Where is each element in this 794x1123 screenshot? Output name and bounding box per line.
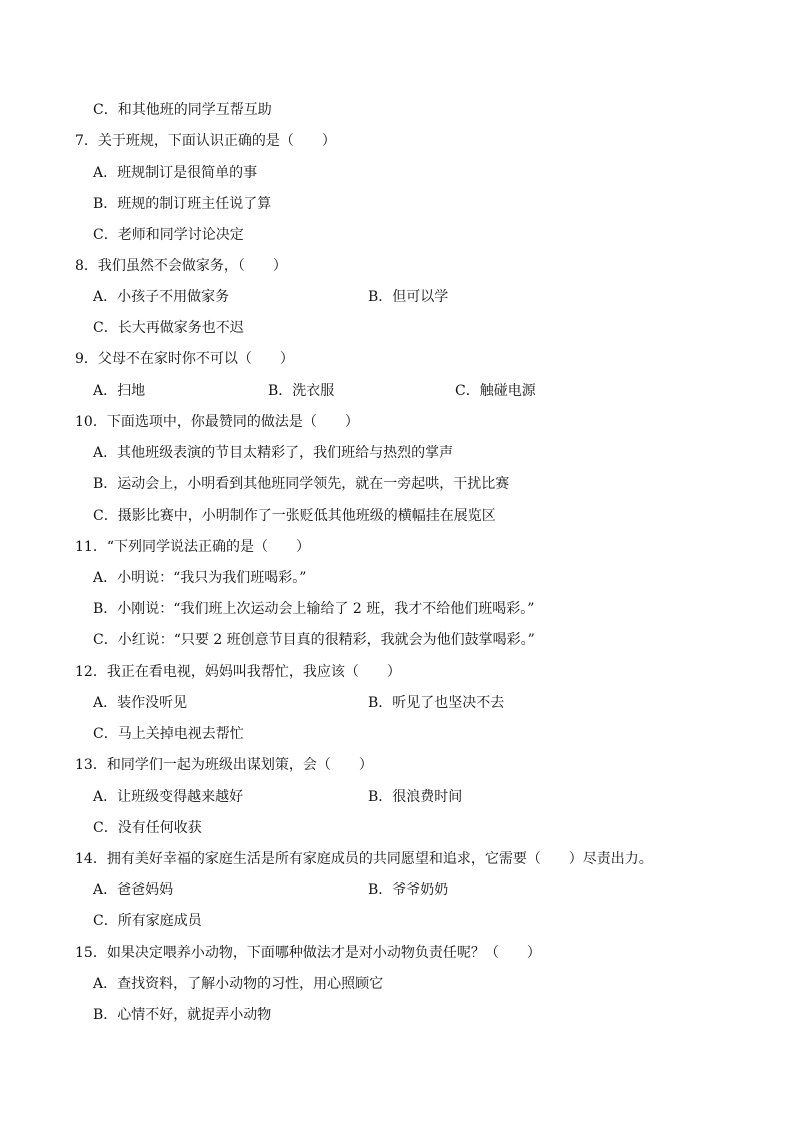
q12-option-c: C．马上关掉电视去帮忙 [93,726,244,742]
q9-option-b: B．洗衣服 [268,383,335,399]
q12-question: 12．我正在看电视，妈妈叫我帮忙，我应该（ ） [75,664,401,680]
q7-option-a: A．班规制订是很简单的事 [93,165,258,181]
q10-option-a: A．其他班级表演的节目太精彩了，我们班给与热烈的掌声 [93,445,454,461]
q8-option-b: B．但可以学 [368,289,449,305]
q9-option-c: C．触碰电源 [455,383,536,399]
q13-question: 13．和同学们一起为班级出谋划策，会（ ） [75,757,373,773]
q15-option-a: A．查找资料，了解小动物的习性，用心照顾它 [93,976,384,992]
q13-option-a: A．让班级变得越来越好 [93,789,244,805]
q14-question: 14．拥有美好幸福的家庭生活是所有家庭成员的共同愿望和追求，它需要（ ）尽责出力。 [75,851,653,867]
q9-option-a: A．扫地 [93,383,146,399]
q11-question: 11．“下列同学说法正确的是（ ） [75,539,310,555]
q13-option-c: C．没有任何收获 [93,820,202,836]
q10-option-b: B．运动会上，小明看到其他班同学领先，就在一旁起哄，干扰比赛 [93,476,510,492]
q11-option-a: A．小明说：“我只为我们班喝彩。” [93,570,307,586]
q8-question: 8．我们虽然不会做家务，（ ） [75,258,287,274]
q11-option-c: C．小红说：“只要 2 班创意节目真的很精彩，我就会为他们鼓掌喝彩。” [93,632,535,648]
q6-option-c: C．和其他班的同学互帮互助 [93,102,272,118]
q9-question: 9．父母不在家时你不可以（ ） [75,351,294,367]
q8-option-c: C．长大再做家务也不迟 [93,320,244,336]
q15-option-b: B．心情不好，就捉弄小动物 [93,1007,272,1023]
q14-option-c: C．所有家庭成员 [93,913,202,929]
q7-option-c: C．老师和同学讨论决定 [93,227,244,243]
q11-option-b: B．小刚说：“我们班上次运动会上输给了 2 班，我才不给他们班喝彩。” [93,601,535,617]
q14-option-a: A．爸爸妈妈 [93,882,174,898]
q13-option-b: B．很浪费时间 [368,789,463,805]
q15-question: 15．如果决定喂养小动物，下面哪种做法才是对小动物负责任呢？（ ） [75,945,541,961]
q10-option-c: C．摄影比赛中，小明制作了一张贬低其他班级的横幅挂在展览区 [93,508,496,524]
q7-option-b: B．班规的制订班主任说了算 [93,196,272,212]
q14-option-b: B．爷爷奶奶 [368,882,449,898]
q10-question: 10．下面选项中，你最赞同的做法是（ ） [75,414,359,430]
q8-option-a: A．小孩子不用做家务 [93,289,230,305]
q12-option-a: A．装作没听见 [93,695,188,711]
q12-option-b: B．听见了也坚决不去 [368,695,505,711]
q7-question: 7．关于班规，下面认识正确的是（ ） [75,133,336,149]
